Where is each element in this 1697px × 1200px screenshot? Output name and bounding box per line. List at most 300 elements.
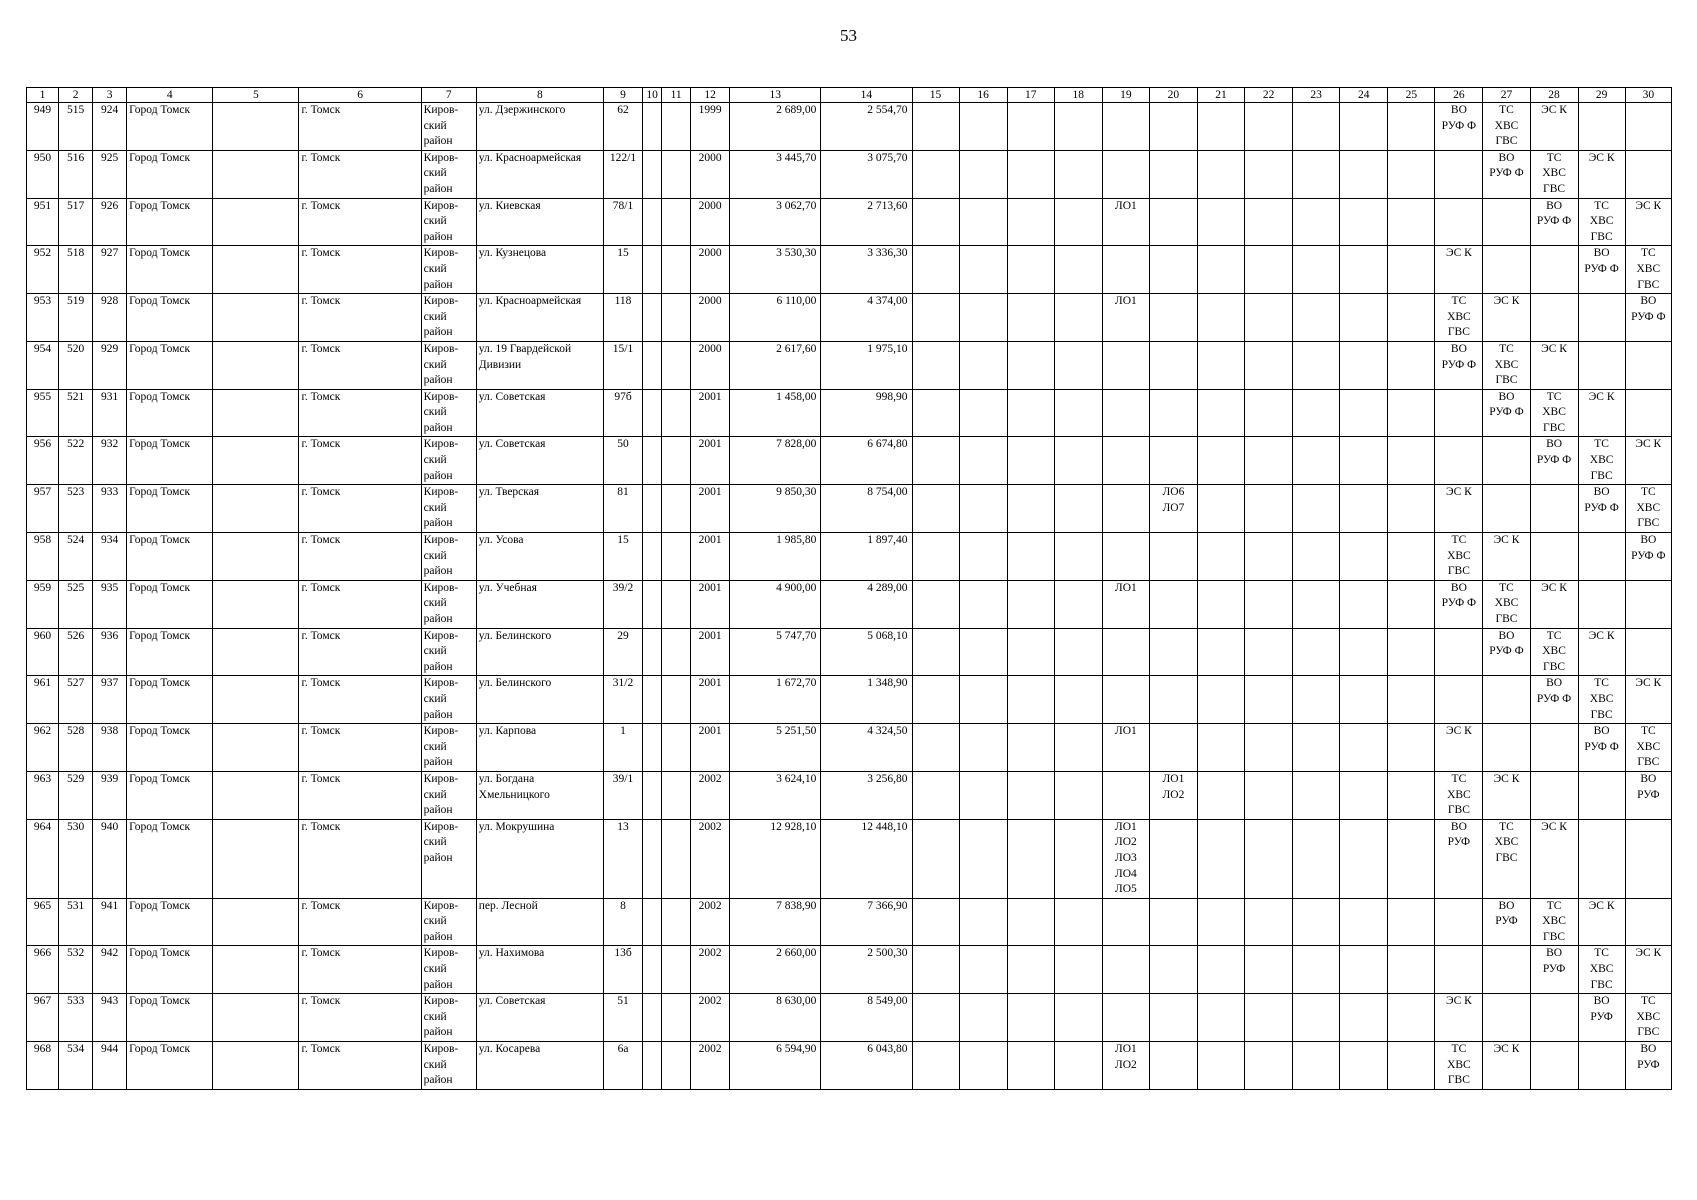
cell-col-26 — [1435, 437, 1483, 485]
cell-line: ГВС — [1637, 278, 1660, 291]
cell-col-9: 6а — [603, 1042, 642, 1090]
cell-col-29 — [1578, 389, 1625, 437]
cell-col-18 — [1054, 724, 1102, 772]
cell-col-20 — [1149, 389, 1197, 437]
cell-col-3: 932 — [93, 437, 127, 485]
cell-col-4: Город Томск — [127, 485, 213, 533]
cell-col-2: 525 — [59, 580, 93, 628]
table-row — [27, 946, 1672, 994]
cell-col-18 — [1054, 485, 1102, 533]
cell-col-30 — [1625, 198, 1671, 246]
cell-col-21 — [1197, 580, 1244, 628]
cell-col-27 — [1483, 676, 1530, 724]
cell-col-13: 6 594,90 — [730, 1042, 821, 1090]
cell-line: ТС — [1499, 581, 1514, 594]
cell-line: ТС — [1546, 151, 1562, 164]
cell-col-7 — [421, 485, 476, 533]
cell-col-2: 519 — [59, 294, 93, 342]
cell-col-21 — [1197, 819, 1244, 898]
cell-col-28 — [1530, 580, 1578, 628]
cell-col-6: г. Томск — [299, 946, 421, 994]
cell-col-11 — [662, 819, 691, 898]
cell-line: РУФ Ф — [1631, 310, 1666, 323]
cell-line: ЭС К — [1588, 151, 1615, 164]
column-number-header: 18 — [1054, 88, 1102, 103]
cell-col-6: г. Томск — [299, 485, 421, 533]
column-number-header: 26 — [1435, 88, 1483, 103]
cell-line: ГВС — [1543, 660, 1566, 673]
cell-col-17 — [1007, 294, 1054, 342]
cell-col-18 — [1054, 628, 1102, 676]
cell-line: ХВС — [1447, 788, 1471, 801]
cell-col-9: 8 — [603, 898, 642, 946]
cell-col-10 — [643, 819, 662, 898]
cell-col-27 — [1483, 150, 1530, 198]
cell-col-26 — [1435, 150, 1483, 198]
cell-col-6: г. Томск — [299, 628, 421, 676]
cell-line: ВО — [1640, 1043, 1657, 1056]
cell-line: ТС — [1640, 995, 1656, 1008]
cell-line: РУФ Ф — [1631, 549, 1666, 562]
cell-col-20 — [1149, 1042, 1197, 1090]
cell-line: ул. Тверская — [478, 486, 540, 499]
cell-col-12: 2001 — [691, 437, 730, 485]
cell-col-10 — [643, 389, 662, 437]
cell-col-16 — [959, 294, 1007, 342]
cell-col-30 — [1625, 246, 1671, 294]
cell-col-10 — [643, 103, 662, 151]
cell-col-22 — [1245, 819, 1293, 898]
cell-col-22 — [1245, 341, 1293, 389]
cell-col-10 — [643, 580, 662, 628]
cell-col-9: 39/1 — [603, 771, 642, 819]
column-number-header: 7 — [421, 88, 476, 103]
cell-col-1: 965 — [27, 898, 59, 946]
cell-col-15 — [912, 994, 959, 1042]
cell-col-20 — [1149, 819, 1197, 898]
cell-col-1: 956 — [27, 437, 59, 485]
cell-line: ГВС — [1447, 1074, 1470, 1087]
cell-col-30 — [1625, 103, 1671, 151]
cell-col-29 — [1578, 898, 1625, 946]
cell-col-6: г. Томск — [299, 580, 421, 628]
cell-line: Киров- — [423, 899, 459, 912]
cell-line: ул. Белинского — [478, 629, 552, 642]
cell-col-1: 967 — [27, 994, 59, 1042]
cell-line: ЭС К — [1588, 899, 1615, 912]
cell-col-23 — [1293, 198, 1340, 246]
cell-col-21 — [1197, 389, 1244, 437]
cell-line: ЭС К — [1493, 534, 1520, 547]
cell-col-5 — [213, 676, 299, 724]
cell-col-17 — [1007, 819, 1054, 898]
cell-col-17 — [1007, 1042, 1054, 1090]
cell-col-16 — [959, 103, 1007, 151]
cell-col-10 — [643, 437, 662, 485]
cell-line: ЛО1 — [1114, 581, 1137, 594]
cell-line: РУФ — [1447, 836, 1471, 849]
cell-col-22 — [1245, 580, 1293, 628]
cell-col-11 — [662, 389, 691, 437]
cell-line: РУФ Ф — [1584, 501, 1619, 514]
cell-col-14: 4 324,50 — [821, 724, 912, 772]
cell-line: ГВС — [1590, 469, 1613, 482]
cell-col-28 — [1530, 246, 1578, 294]
cell-col-9: 15 — [603, 533, 642, 581]
cell-line: ТС — [1594, 677, 1609, 690]
cell-line: РУФ — [1542, 963, 1566, 976]
table-row — [27, 1042, 1672, 1090]
cell-col-29 — [1578, 1042, 1625, 1090]
cell-col-30 — [1625, 994, 1671, 1042]
cell-line: район — [423, 517, 453, 530]
cell-col-14: 2 713,60 — [821, 198, 912, 246]
cell-col-2: 522 — [59, 437, 93, 485]
cell-col-7 — [421, 898, 476, 946]
cell-col-3: 929 — [93, 341, 127, 389]
cell-col-20 — [1149, 628, 1197, 676]
cell-line: ГВС — [1637, 1026, 1660, 1039]
cell-line: ЛО7 — [1162, 501, 1185, 514]
cell-col-4: Город Томск — [127, 580, 213, 628]
cell-col-10 — [643, 485, 662, 533]
cell-col-22 — [1245, 485, 1293, 533]
cell-line: ский — [423, 501, 447, 514]
cell-col-6: г. Томск — [299, 898, 421, 946]
cell-line: ЛО1 — [1114, 725, 1137, 738]
cell-col-4: Город Томск — [127, 103, 213, 151]
cell-col-11 — [662, 533, 691, 581]
cell-col-17 — [1007, 389, 1054, 437]
cell-col-8 — [476, 676, 603, 724]
cell-col-30 — [1625, 1042, 1671, 1090]
cell-line: ХВС — [1494, 836, 1519, 849]
cell-col-7 — [421, 294, 476, 342]
cell-col-14: 1 897,40 — [821, 533, 912, 581]
cell-col-3: 926 — [93, 198, 127, 246]
cell-line: ТС — [1546, 390, 1562, 403]
cell-line: ский — [423, 963, 447, 976]
cell-col-26 — [1435, 198, 1483, 246]
cell-line: ский — [423, 740, 447, 753]
cell-col-14: 3 256,80 — [821, 771, 912, 819]
cell-col-30 — [1625, 946, 1671, 994]
cell-col-23 — [1293, 771, 1340, 819]
cell-col-11 — [662, 580, 691, 628]
cell-line: ГВС — [1637, 517, 1660, 530]
cell-col-5 — [213, 437, 299, 485]
cell-col-7 — [421, 1042, 476, 1090]
column-number-row — [27, 88, 1672, 103]
cell-col-27 — [1483, 485, 1530, 533]
cell-col-8 — [476, 389, 603, 437]
cell-col-20 — [1149, 198, 1197, 246]
cell-col-13: 7 838,90 — [730, 898, 821, 946]
cell-col-9: 118 — [603, 294, 642, 342]
cell-line: ВО — [1450, 581, 1467, 594]
cell-col-3: 931 — [93, 389, 127, 437]
cell-col-19 — [1102, 198, 1149, 246]
cell-line: ГВС — [1447, 804, 1470, 817]
cell-col-22 — [1245, 533, 1293, 581]
cell-col-29 — [1578, 485, 1625, 533]
cell-col-6: г. Томск — [299, 150, 421, 198]
cell-col-28 — [1530, 898, 1578, 946]
cell-col-5 — [213, 580, 299, 628]
cell-col-5 — [213, 724, 299, 772]
cell-col-22 — [1245, 724, 1293, 772]
cell-line: район — [423, 374, 453, 387]
cell-col-21 — [1197, 946, 1244, 994]
table-row — [27, 389, 1672, 437]
cell-line: ский — [423, 1010, 447, 1023]
cell-line: Киров- — [423, 772, 459, 785]
cell-line: Киров- — [423, 199, 459, 212]
cell-col-19 — [1102, 246, 1149, 294]
cell-col-1: 949 — [27, 103, 59, 151]
cell-col-16 — [959, 580, 1007, 628]
cell-col-14: 6 674,80 — [821, 437, 912, 485]
cell-col-27 — [1483, 389, 1530, 437]
cell-line: район — [423, 708, 453, 721]
cell-col-5 — [213, 1042, 299, 1090]
cell-col-29 — [1578, 580, 1625, 628]
cell-col-17 — [1007, 485, 1054, 533]
cell-col-24 — [1340, 819, 1388, 898]
cell-col-7 — [421, 628, 476, 676]
cell-col-13: 1 985,80 — [730, 533, 821, 581]
cell-col-18 — [1054, 771, 1102, 819]
cell-col-21 — [1197, 898, 1244, 946]
cell-line: РУФ Ф — [1536, 692, 1572, 705]
cell-line: ул. Мокрушина — [478, 820, 555, 833]
cell-col-18 — [1054, 103, 1102, 151]
cell-col-1: 962 — [27, 724, 59, 772]
cell-line: ТС — [1594, 199, 1609, 212]
cell-col-17 — [1007, 580, 1054, 628]
cell-col-25 — [1388, 341, 1435, 389]
cell-col-17 — [1007, 724, 1054, 772]
table-row — [27, 246, 1672, 294]
cell-col-7 — [421, 819, 476, 898]
cell-line: РУФ Ф — [1489, 167, 1524, 180]
cell-col-12: 2000 — [691, 246, 730, 294]
cell-col-4: Город Томск — [127, 437, 213, 485]
cell-col-21 — [1197, 150, 1244, 198]
cell-col-26 — [1435, 246, 1483, 294]
cell-col-11 — [662, 994, 691, 1042]
cell-line: ХВС — [1447, 549, 1471, 562]
cell-col-12: 2000 — [691, 150, 730, 198]
cell-col-7 — [421, 724, 476, 772]
cell-col-23 — [1293, 533, 1340, 581]
cell-col-10 — [643, 198, 662, 246]
cell-line: ЭС К — [1445, 995, 1472, 1008]
cell-line: Киров- — [423, 581, 459, 594]
cell-col-4: Город Томск — [127, 676, 213, 724]
cell-col-15 — [912, 676, 959, 724]
cell-col-2: 521 — [59, 389, 93, 437]
cell-col-15 — [912, 898, 959, 946]
cell-col-22 — [1245, 1042, 1293, 1090]
cell-col-18 — [1054, 294, 1102, 342]
cell-col-19 — [1102, 724, 1149, 772]
cell-col-8 — [476, 150, 603, 198]
cell-col-13: 8 630,00 — [730, 994, 821, 1042]
cell-col-14: 8 549,00 — [821, 994, 912, 1042]
cell-line: район — [423, 421, 453, 434]
cell-line: ВО — [1450, 820, 1467, 833]
cell-col-12: 1999 — [691, 103, 730, 151]
cell-col-1: 960 — [27, 628, 59, 676]
cell-col-27 — [1483, 898, 1530, 946]
cell-col-23 — [1293, 341, 1340, 389]
cell-col-18 — [1054, 533, 1102, 581]
cell-line: Хмельницкого — [478, 788, 550, 801]
cell-col-21 — [1197, 533, 1244, 581]
cell-col-8 — [476, 628, 603, 676]
cell-col-16 — [959, 628, 1007, 676]
cell-col-19 — [1102, 103, 1149, 151]
cell-col-27 — [1483, 246, 1530, 294]
cell-line: ский — [423, 454, 447, 467]
cell-col-27 — [1483, 580, 1530, 628]
cell-col-17 — [1007, 771, 1054, 819]
page-number: 53 — [840, 26, 857, 45]
cell-col-14: 5 068,10 — [821, 628, 912, 676]
cell-col-5 — [213, 246, 299, 294]
table-row — [27, 341, 1672, 389]
cell-col-25 — [1388, 103, 1435, 151]
cell-col-25 — [1388, 994, 1435, 1042]
cell-line: ГВС — [1495, 613, 1518, 625]
cell-col-30 — [1625, 150, 1671, 198]
cell-col-29 — [1578, 994, 1625, 1042]
cell-col-16 — [959, 246, 1007, 294]
cell-col-26 — [1435, 898, 1483, 946]
cell-col-18 — [1054, 946, 1102, 994]
cell-line: ЭС К — [1445, 725, 1472, 738]
cell-col-20 — [1149, 341, 1197, 389]
cell-col-16 — [959, 724, 1007, 772]
cell-col-16 — [959, 389, 1007, 437]
cell-col-24 — [1340, 724, 1388, 772]
cell-col-4: Город Томск — [127, 771, 213, 819]
cell-col-27 — [1483, 771, 1530, 819]
cell-col-8 — [476, 724, 603, 772]
cell-col-15 — [912, 341, 959, 389]
cell-col-29 — [1578, 198, 1625, 246]
column-number-header: 28 — [1530, 88, 1578, 103]
cell-col-10 — [643, 676, 662, 724]
cell-line: Киров- — [423, 342, 459, 355]
cell-col-22 — [1245, 946, 1293, 994]
cell-col-1: 950 — [27, 150, 59, 198]
cell-line: РУФ Ф — [1584, 740, 1619, 753]
cell-col-28 — [1530, 628, 1578, 676]
cell-col-13: 2 689,00 — [730, 103, 821, 151]
cell-col-8 — [476, 341, 603, 389]
cell-col-4: Город Томск — [127, 994, 213, 1042]
cell-line: ЛО3 — [1114, 851, 1137, 864]
cell-line: ский — [423, 358, 447, 371]
cell-col-19 — [1102, 437, 1149, 485]
cell-line: ВО — [1546, 947, 1563, 960]
cell-col-5 — [213, 103, 299, 151]
cell-col-2: 520 — [59, 341, 93, 389]
cell-line: Киров- — [423, 390, 459, 403]
cell-line: ский — [423, 788, 447, 801]
cell-col-24 — [1340, 771, 1388, 819]
cell-col-6: г. Томск — [299, 771, 421, 819]
cell-line: район — [423, 851, 453, 864]
cell-col-22 — [1245, 994, 1293, 1042]
cell-col-19 — [1102, 150, 1149, 198]
cell-col-21 — [1197, 103, 1244, 151]
cell-col-20 — [1149, 437, 1197, 485]
cell-col-5 — [213, 533, 299, 581]
cell-col-19 — [1102, 485, 1149, 533]
cell-line: район — [423, 804, 453, 817]
cell-col-12: 2001 — [691, 724, 730, 772]
cell-col-23 — [1293, 580, 1340, 628]
cell-col-16 — [959, 819, 1007, 898]
cell-col-24 — [1340, 1042, 1388, 1090]
cell-col-17 — [1007, 946, 1054, 994]
cell-col-12: 2002 — [691, 1042, 730, 1090]
cell-line: район — [423, 660, 453, 673]
cell-col-15 — [912, 437, 959, 485]
cell-col-27 — [1483, 341, 1530, 389]
cell-col-24 — [1340, 437, 1388, 485]
cell-col-24 — [1340, 485, 1388, 533]
cell-col-24 — [1340, 389, 1388, 437]
cell-col-3: 933 — [93, 485, 127, 533]
cell-line: ул. Красноармейская — [478, 151, 582, 164]
cell-line: ТС — [1451, 1043, 1467, 1056]
cell-col-16 — [959, 1042, 1007, 1090]
cell-col-17 — [1007, 198, 1054, 246]
cell-col-25 — [1388, 437, 1435, 485]
cell-col-11 — [662, 1042, 691, 1090]
cell-col-14: 1 975,10 — [821, 341, 912, 389]
cell-col-28 — [1530, 946, 1578, 994]
cell-line: ул. Советская — [478, 995, 546, 1008]
cell-col-3: 940 — [93, 819, 127, 898]
column-number-header: 27 — [1483, 88, 1530, 103]
cell-col-14: 7 366,90 — [821, 898, 912, 946]
cell-col-20 — [1149, 580, 1197, 628]
cell-col-21 — [1197, 198, 1244, 246]
cell-line: район — [423, 1074, 453, 1087]
cell-col-10 — [643, 1042, 662, 1090]
cell-col-22 — [1245, 437, 1293, 485]
cell-line: ХВС — [1636, 501, 1661, 514]
cell-col-16 — [959, 676, 1007, 724]
cell-col-15 — [912, 819, 959, 898]
column-number-header: 19 — [1102, 88, 1149, 103]
cell-line: ВО — [1450, 342, 1467, 355]
cell-col-3: 944 — [93, 1042, 127, 1090]
cell-col-11 — [662, 103, 691, 151]
cell-col-20 — [1149, 294, 1197, 342]
column-number-header: 11 — [662, 88, 691, 103]
cell-line: ВО — [1593, 247, 1610, 260]
cell-col-19 — [1102, 533, 1149, 581]
cell-line: ЭС К — [1635, 199, 1662, 212]
cell-col-7 — [421, 676, 476, 724]
cell-col-21 — [1197, 771, 1244, 819]
